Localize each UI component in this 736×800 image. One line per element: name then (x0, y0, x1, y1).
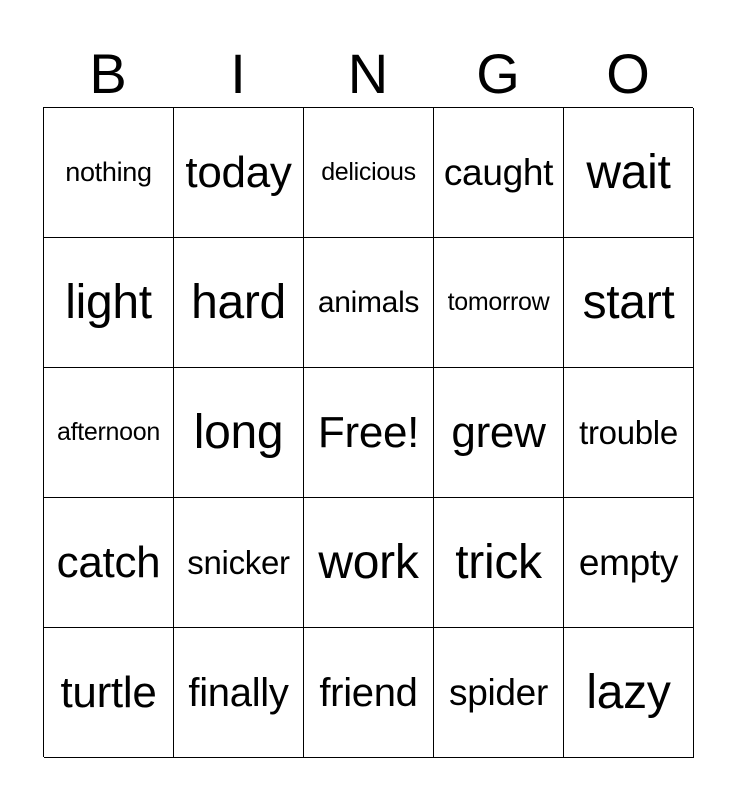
bingo-cell[interactable]: lazy (564, 628, 694, 758)
bingo-cell[interactable]: animals (304, 238, 434, 368)
bingo-cell[interactable]: finally (174, 628, 304, 758)
bingo-cell[interactable]: work (304, 498, 434, 628)
bingo-cell[interactable]: spider (434, 628, 564, 758)
bingo-cell[interactable]: afternoon (44, 368, 174, 498)
bingo-cell[interactable]: delicious (304, 108, 434, 238)
bingo-header (43, 40, 693, 108)
bingo-cell[interactable]: friend (304, 628, 434, 758)
bingo-cell[interactable]: snicker (174, 498, 304, 628)
bingo-cell[interactable]: empty (564, 498, 694, 628)
header-letter-o: O (606, 42, 650, 105)
bingo-board (43, 107, 693, 757)
header-letter-n: N (347, 42, 389, 105)
bingo-cell[interactable]: light (44, 238, 174, 368)
bingo-cell[interactable]: trick (434, 498, 564, 628)
bingo-cell[interactable]: hard (174, 238, 304, 368)
bingo-cell[interactable]: catch (44, 498, 174, 628)
bingo-cell[interactable]: long (174, 368, 304, 498)
bingo-cell[interactable]: today (174, 108, 304, 238)
bingo-cell[interactable]: start (564, 238, 694, 368)
header-letter-g: G (476, 42, 520, 105)
header-letter-i: I (230, 42, 246, 105)
bingo-cell[interactable]: grew (434, 368, 564, 498)
bingo-cell[interactable]: caught (434, 108, 564, 238)
header-letter-b: B (89, 42, 127, 105)
bingo-cell[interactable]: tomorrow (434, 238, 564, 368)
bingo-cell[interactable]: trouble (564, 368, 694, 498)
bingo-cell[interactable]: Free! (304, 368, 434, 498)
bingo-cell[interactable]: turtle (44, 628, 174, 758)
bingo-cell[interactable]: wait (564, 108, 694, 238)
bingo-cell[interactable]: nothing (44, 108, 174, 238)
